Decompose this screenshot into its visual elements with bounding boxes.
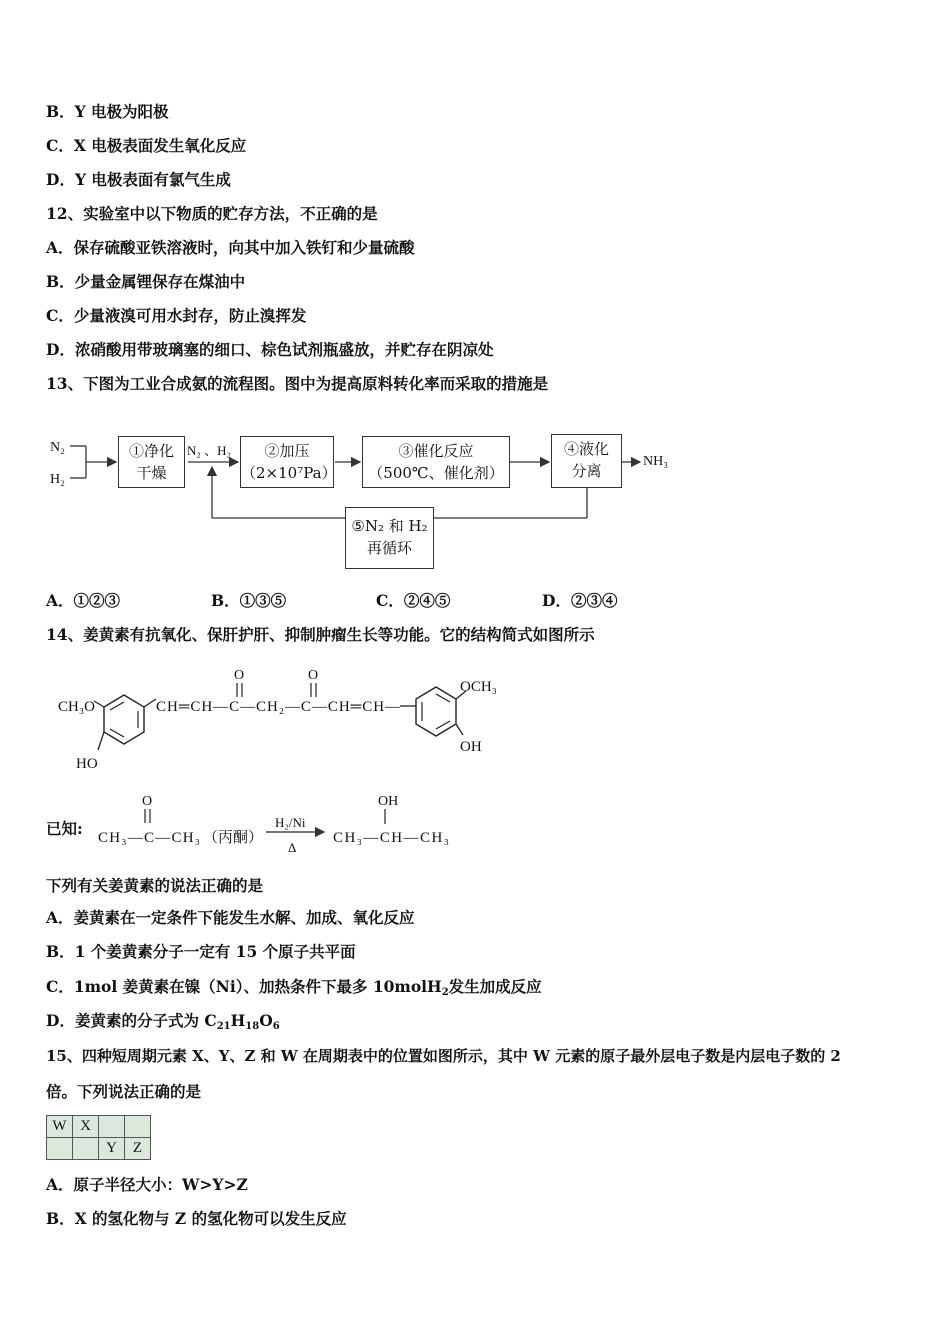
acetone-name: （丙酮） — [203, 830, 264, 846]
cell-empty — [99, 1116, 125, 1138]
step-3-line-2: （500℃、催化剂） — [368, 464, 504, 482]
q14-option-a: A．姜黄素在一定条件下能发生水解、加成、氧化反应 — [46, 908, 415, 927]
periodic-table-fragment — [46, 1115, 151, 1160]
q11-option-c: C．X 电极表面发生氧化反应 — [46, 136, 247, 155]
step-1-line-2: 干燥 — [136, 464, 167, 482]
step-5-line-2: 再循环 — [366, 539, 412, 557]
step-1-line-1: ①净化 — [128, 442, 174, 460]
q13-option-b: B．①③⑤ — [211, 591, 287, 610]
table-row — [47, 1116, 151, 1138]
input-n2: N₂ — [50, 440, 65, 455]
cell-empty — [125, 1116, 151, 1138]
q13-option-a: A．①②③ — [46, 591, 121, 610]
cell-z: Z — [125, 1138, 151, 1160]
left-methoxy: CH₃O — [58, 699, 95, 715]
q14c-post: 发生加成反应 — [448, 977, 542, 996]
q12-option-a: A．保存硫酸亚铁溶液时，向其中加入铁钉和少量硫酸 — [46, 238, 415, 257]
q14c-pre: C．1mol 姜黄素在镍（Ni）、加热条件下最多 10molH — [46, 977, 442, 996]
q12-stem: 12、实验室中以下物质的贮存方法，不正确的是 — [46, 204, 378, 223]
table-row — [47, 1138, 151, 1160]
step-4-line-1: ④液化 — [563, 440, 609, 458]
left-hydroxyl: HO — [76, 756, 98, 772]
cell-empty — [47, 1138, 73, 1160]
step-2-pressure-box — [240, 436, 337, 488]
acetone-reaction — [0, 790, 950, 860]
isopropanol-formula: CH₃—CH—CH₃ — [333, 830, 449, 846]
q13-stem: 13、下图为工业合成氨的流程图。图中为提高原料转化率而采取的措施是 — [46, 374, 549, 393]
q14d-h: H — [230, 1011, 246, 1030]
cell-y: Y — [99, 1138, 125, 1160]
q14d-sub-h: 18 — [245, 1021, 260, 1032]
right-methoxy: OCH₃ — [460, 679, 497, 695]
q14-ask: 下列有关姜黄素的说法正确的是 — [46, 876, 264, 895]
reaction-condition-bottom: Δ — [288, 840, 297, 855]
known-label: 已知: — [46, 819, 83, 838]
cell-w: W — [47, 1116, 73, 1138]
carbonyl-o-1: O — [234, 668, 245, 683]
step-5-recycle-box — [345, 507, 434, 569]
q12-option-d: D．浓硝酸用带玻璃塞的细口、棕色试剂瓶盛放，并贮存在阴凉处 — [46, 340, 494, 359]
q14d-pre: D．姜黄素的分子式为 C — [46, 1011, 217, 1030]
step-3-catalysis-box — [362, 436, 510, 488]
q11-option-d: D．Y 电极表面有氯气生成 — [46, 170, 231, 189]
q13-option-c: C．②④⑤ — [376, 591, 451, 610]
step-2-line-1: ②加压 — [264, 442, 310, 460]
step-4-line-2: 分离 — [571, 462, 602, 480]
step-2-line-2: （2×10⁷Pa） — [241, 464, 337, 482]
q14-stem: 14、姜黄素有抗氧化、保肝护肝、抑制肿瘤生长等功能。它的结构简式如图所示 — [46, 625, 595, 644]
cell-x: X — [73, 1116, 99, 1138]
q14d-sub-c: 21 — [216, 1021, 231, 1032]
right-hydroxyl: OH — [460, 739, 482, 755]
q15-stem-cont: 倍。下列说法正确的是 — [46, 1082, 202, 1101]
reaction-condition-top: H₂/Ni — [275, 815, 306, 830]
q14-option-c — [46, 977, 542, 1003]
isopropanol-oh: OH — [378, 794, 399, 809]
acetone-o: O — [142, 794, 153, 809]
step-5-line-1: ⑤N₂ 和 H₂ — [351, 517, 428, 535]
q14-option-d — [46, 1011, 280, 1037]
carbonyl-o-2: O — [308, 668, 319, 683]
q12-option-b: B．少量金属锂保存在煤油中 — [46, 272, 246, 291]
mid-gas-label: N₂ 、H₂ — [187, 443, 232, 458]
q14d-o: O — [259, 1011, 273, 1030]
q14d-sub-o: 6 — [272, 1021, 280, 1032]
step-1-purify-box — [118, 436, 185, 488]
input-h2: H₂ — [50, 472, 65, 487]
q15-option-a: A．原子半径大小：W>Y>Z — [46, 1175, 248, 1194]
q11-option-b: B．Y 电极为阳极 — [46, 102, 169, 121]
q15-option-b: B．X 的氢化物与 Z 的氢化物可以发生反应 — [46, 1209, 347, 1228]
step-4-liquefy-box — [551, 434, 622, 488]
q12-option-c: C．少量液溴可用水封存，防止溴挥发 — [46, 306, 307, 325]
acetone-formula: CH₃—C—CH₃ — [98, 830, 200, 846]
q14-option-b: B．1 个姜黄素分子一定有 15 个原子共平面 — [46, 942, 356, 961]
output-nh3: NH₃ — [643, 454, 669, 469]
curcumin-chain: CH═CH—C—CH₂—C—CH═CH— — [156, 699, 400, 715]
q13-option-d: D．②③④ — [542, 591, 618, 610]
curcumin-structure — [0, 655, 950, 775]
q15-stem: 15、四种短周期元素 X、Y、Z 和 W 在周期表中的位置如图所示，其中 W 元素的原子最外层电子数是内层电子数的 2 — [46, 1047, 841, 1065]
step-3-line-1: ③催化反应 — [398, 442, 474, 460]
cell-empty — [73, 1138, 99, 1160]
q14c-sub: 2 — [441, 987, 449, 998]
